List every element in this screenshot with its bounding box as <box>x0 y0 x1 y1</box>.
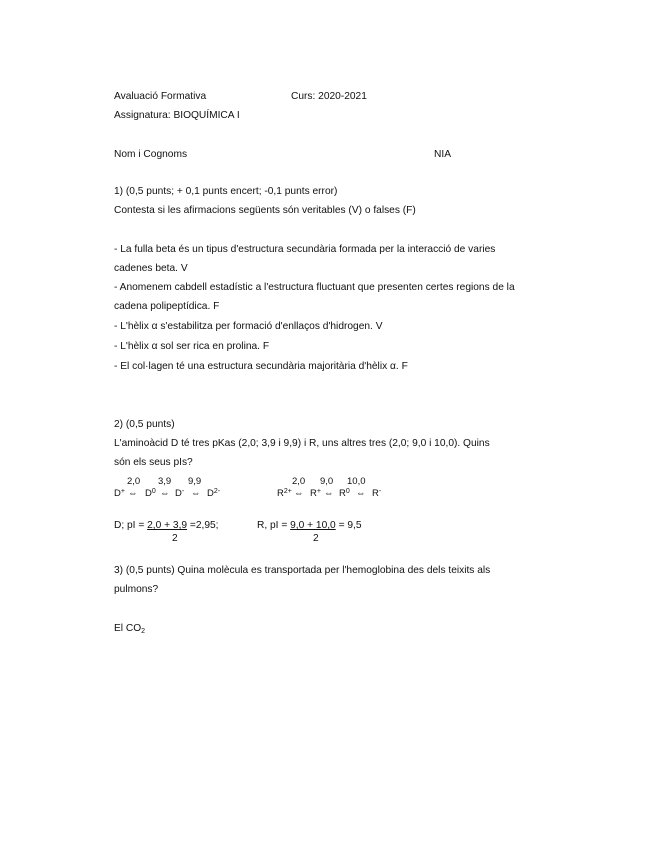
r-species-3: $R^0$ <box>339 488 350 499</box>
q1-item: cadena polipeptídica. F <box>114 301 220 312</box>
r-pi-calculation: R, pI = 9,0 + 10,0 = 9,5 <box>257 520 362 531</box>
r-species-2: R+ <box>310 488 321 499</box>
d-pi-calculation: D; pI = 2,0 + 3,9 =2,95; <box>114 520 219 531</box>
q1-item: - La fulla beta és un tipus d'estructura secundària formada per la interacció de varies <box>114 244 496 255</box>
q3-answer: El $CO_2$ <box>114 623 146 635</box>
course-year: Curs: 2020-2021 <box>291 91 367 102</box>
q3-title-cont: pulmons? <box>114 584 159 595</box>
q2-text: són els seus pIs? <box>114 457 193 468</box>
r-pka-2: 9,0 <box>320 476 334 487</box>
q1-item: - Anomenem cabdell estadístic a l'estructura fluctuant que presenten certes regions de la <box>114 282 515 293</box>
d-pka-1: 2,0 <box>127 476 141 487</box>
q3-title: 3) (0,5 punts) Quina molècula es transportada per l'hemoglobina des dels teixits als <box>114 565 491 576</box>
equilibrium-arrow-icon: ⇔ <box>356 488 366 499</box>
r-pka-1: 2,0 <box>292 476 306 487</box>
q1-item: - L'hèlix α sol ser rica en prolina. F <box>114 341 270 352</box>
r-species-4: R- <box>372 488 382 499</box>
d-pi-denominator: 2 <box>172 533 178 544</box>
d-pka-3: 9,9 <box>188 476 202 487</box>
d-species-2: $D^0$ <box>145 488 156 499</box>
q1-item: cadenes beta. V <box>114 263 188 274</box>
name-label: Nom i Cognoms <box>114 149 188 160</box>
equilibrium-arrow-icon: ⇔ <box>128 488 138 499</box>
course-type: Avaluació Formativa <box>114 91 207 102</box>
d-pka-2: 3,9 <box>158 476 172 487</box>
q1-title: 1) (0,5 punts; + 0,1 punts encert; -0,1 punts error) <box>114 186 338 197</box>
d-species-4: $D^{2-}$ <box>207 488 221 499</box>
equilibrium-arrow-icon: ⇔ <box>191 488 201 499</box>
d-species-1: D+ <box>114 488 125 499</box>
q1-item: - El col·lagen té una estructura secundària majoritària d'hèlix α. F <box>114 361 408 372</box>
nia-label: NIA <box>434 149 451 160</box>
d-species-3: D- <box>175 488 185 499</box>
q2-title: 2) (0,5 punts) <box>114 419 175 430</box>
q1-item: - L'hèlix α s'estabilitza per formació d'enllaços d'hidrogen. V <box>114 321 383 332</box>
subject: Assignatura: BIOQUÍMICA I <box>114 110 240 121</box>
r-pi-denominator: 2 <box>313 533 319 544</box>
r-species-1: $R^{2+}$ <box>277 488 292 499</box>
equilibrium-arrow-icon: ⇔ <box>294 488 304 499</box>
q1-instruction: Contesta si les afirmacions següents són veritables (V) o falses (F) <box>114 205 416 216</box>
equilibrium-arrow-icon: ⇔ <box>160 488 170 499</box>
equilibrium-arrow-icon: ⇔ <box>324 488 334 499</box>
q2-text: L'aminoàcid D té tres pKas (2,0; 3,9 i 9,9) i R, uns altres tres (2,0; 9,0 i 10,0). Quins <box>114 438 490 449</box>
r-pka-3: 10,0 <box>347 476 366 487</box>
